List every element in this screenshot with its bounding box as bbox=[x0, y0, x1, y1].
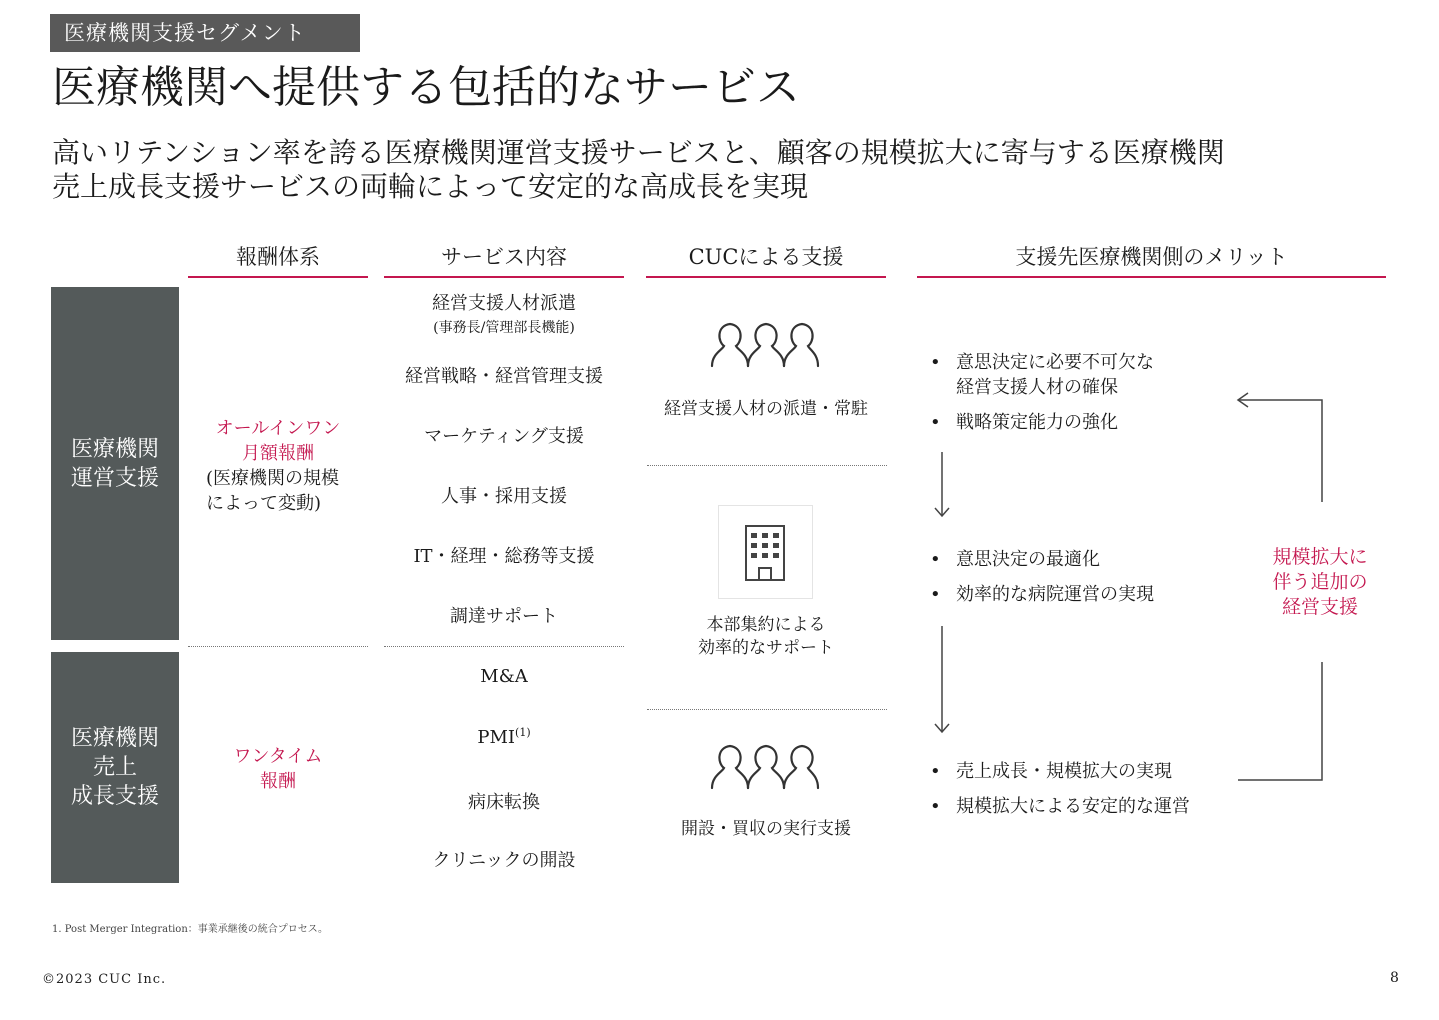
merit-group-2 bbox=[930, 547, 1154, 607]
service-growth-2 bbox=[384, 726, 624, 748]
loop-label-line3: 経営支援 bbox=[1281, 596, 1358, 618]
service-ops-3: マーケティング支援 bbox=[424, 426, 584, 447]
merit-group-1 bbox=[930, 350, 1154, 435]
row-label-growth-line3: 成長支援 bbox=[70, 784, 159, 809]
row-label-growth bbox=[51, 652, 179, 883]
down-arrow-icon bbox=[930, 450, 954, 522]
cuc-support-1: 経営支援人材の派遣・常駐 bbox=[664, 399, 868, 419]
bullet: • bbox=[930, 796, 941, 817]
fee-growth-red-2: 報酬 bbox=[260, 771, 296, 792]
page-title: 医療機関へ提供する包括的なサービス bbox=[52, 62, 800, 113]
service-ops-5: IT・経理・総務等支援 bbox=[413, 546, 595, 567]
service-growth-2-text: PMI bbox=[477, 727, 516, 748]
merit-2b: 効率的な病院運営の実現 bbox=[956, 584, 1154, 605]
merit-1a-line2: 経営支援人材の確保 bbox=[956, 377, 1118, 398]
service-growth-4: クリニックの開設 bbox=[432, 850, 576, 871]
fee-ops-note-2: によって変動) bbox=[206, 493, 322, 514]
merit-group-3 bbox=[930, 759, 1190, 819]
loop-label bbox=[1262, 545, 1378, 620]
header-cuc: CUCによる支援 bbox=[646, 242, 886, 278]
merit-1b: 戦略策定能力の強化 bbox=[956, 412, 1118, 433]
row-label-growth-line2: 売上 bbox=[92, 755, 137, 780]
cuc-support-2-line2: 効率的なサポート bbox=[698, 638, 834, 658]
fee-growth-red-1: ワンタイム bbox=[233, 746, 323, 767]
merit-1a-line1: 意思決定に必要不可欠な bbox=[956, 352, 1154, 373]
service-ops-4: 人事・採用支援 bbox=[441, 486, 567, 507]
merit-3b: 規模拡大による安定的な運営 bbox=[956, 796, 1190, 817]
service-growth-1: M&A bbox=[480, 666, 528, 687]
bullet: • bbox=[930, 352, 941, 373]
bullet: • bbox=[930, 584, 941, 605]
fee-ops bbox=[188, 416, 368, 516]
people-icon bbox=[708, 316, 820, 372]
service-growth-3: 病床転換 bbox=[468, 792, 540, 813]
service-ops-6: 調達サポート bbox=[450, 606, 558, 627]
header-service: サービス内容 bbox=[384, 242, 624, 278]
cuc-support-3: 開設・買収の実行支援 bbox=[681, 819, 851, 839]
loop-label-line2: 伴う追加の bbox=[1272, 571, 1368, 593]
service-growth-2-sup: (1) bbox=[515, 726, 531, 739]
page-number: 8 bbox=[1390, 970, 1399, 986]
copyright: ©2023 CUC Inc. bbox=[42, 972, 167, 987]
subtitle-line-2: 売上成長支援サービスの両輪によって安定的な高成長を実現 bbox=[52, 170, 809, 203]
service-item bbox=[384, 292, 624, 340]
bullet: • bbox=[930, 549, 941, 570]
cuc-support-2 bbox=[646, 614, 886, 660]
divider-cuc-1 bbox=[647, 465, 887, 466]
bullet: • bbox=[930, 761, 941, 782]
header-merit: 支援先医療機関側のメリット bbox=[917, 242, 1386, 278]
segment-tag: 医療機関支援セグメント bbox=[50, 14, 360, 52]
merit-3a: 売上成長・規模拡大の実現 bbox=[956, 761, 1172, 782]
merit-2a: 意思決定の最適化 bbox=[956, 549, 1100, 570]
down-arrow-icon bbox=[930, 624, 954, 736]
divider-cuc-2 bbox=[647, 709, 887, 710]
row-label-ops bbox=[51, 287, 179, 640]
header-fee: 報酬体系 bbox=[188, 242, 368, 278]
fee-growth bbox=[188, 744, 368, 794]
service-ops-1-sub: (事務長/管理部長機能) bbox=[433, 320, 575, 336]
subtitle-line-1: 高いリテンション率を誇る医療機関運営支援サービスと、顧客の規模拡大に寄与する医療機関 bbox=[52, 136, 1225, 169]
building-icon-frame bbox=[718, 505, 813, 599]
divider-fee bbox=[188, 646, 368, 647]
building-icon bbox=[719, 506, 812, 598]
cuc-support-2-line1: 本部集約による bbox=[706, 615, 826, 635]
fee-ops-note-1: (医療機関の規模 bbox=[206, 468, 340, 489]
fee-ops-red-1: オールインワン bbox=[215, 418, 341, 439]
row-label-growth-line1: 医療機関 bbox=[70, 726, 159, 751]
subtitle bbox=[52, 136, 1225, 204]
bullet: • bbox=[930, 412, 941, 433]
divider-service bbox=[384, 646, 624, 647]
service-ops-1: 経営支援人材派遣 bbox=[432, 293, 576, 314]
loop-label-line1: 規模拡大に bbox=[1272, 546, 1368, 568]
footnote: 1. Post Merger Integration：事業承継後の統合プロセス。 bbox=[52, 924, 329, 935]
row-label-ops-line2: 運営支援 bbox=[70, 465, 159, 491]
row-label-ops-line1: 医療機関 bbox=[70, 436, 159, 462]
service-ops-2: 経営戦略・経営管理支援 bbox=[405, 366, 603, 387]
fee-ops-red-2: 月額報酬 bbox=[242, 443, 314, 464]
people-icon bbox=[708, 738, 820, 794]
